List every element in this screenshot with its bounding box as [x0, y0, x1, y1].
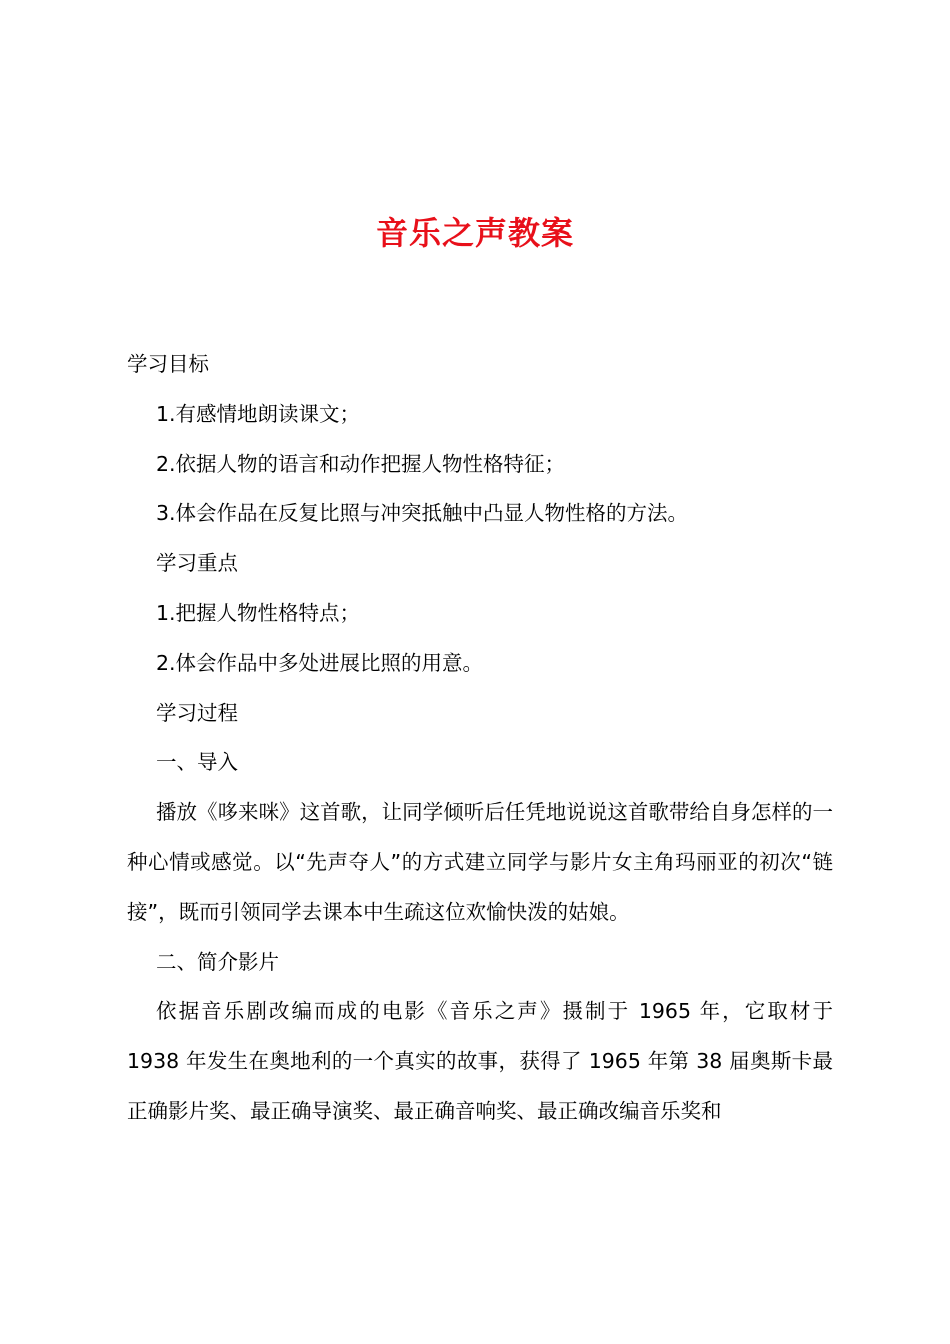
objective-item-2: 2.依据人物的语言和动作把握人物性格特征； — [156, 451, 566, 476]
heading-learning-process: 学习过程 — [156, 700, 238, 725]
section-heading-introduction: 一、导入 — [156, 750, 238, 775]
heading-learning-objectives: 学习目标 — [127, 352, 209, 376]
focus-item-2: 2.体会作品中多处进展比照的用意。 — [156, 650, 484, 675]
heading-learning-focus: 学习重点 — [156, 551, 238, 576]
focus-item-1: 1.把握人物性格特点； — [156, 600, 361, 625]
document-title: 音乐之声教案 — [375, 214, 574, 252]
paragraph-introduction: 播放《哆来咪》这首歌，让同学倾听后任凭地说说这首歌带给自身怎样的一种心情或感觉。以“先声夺人”的方式建立同学与影片女主角玛丽亚的初次“链接”，既而引领同学去课本中生疏这位欢愉快泼的姑娘。 — [127, 800, 833, 924]
objective-item-3: 3.体会作品在反复比照与冲突抵触中凸显人物性格的方法。 — [156, 501, 689, 526]
document-body — [127, 340, 833, 1137]
objective-item-1: 1.有感情地朗读课文； — [156, 401, 361, 426]
section-heading-film-intro: 二、简介影片 — [156, 949, 279, 974]
paragraph-film-intro: 依据音乐剧改编而成的电影《音乐之声》摄制于 1965 年，它取材于 1938 年发生在奥地利的一个真实的故事，获得了 1965 年第 38 届奥斯卡最正确影片奖、最正确导演奖、最正确音响奖、最正确改编音乐奖和 — [127, 999, 833, 1123]
